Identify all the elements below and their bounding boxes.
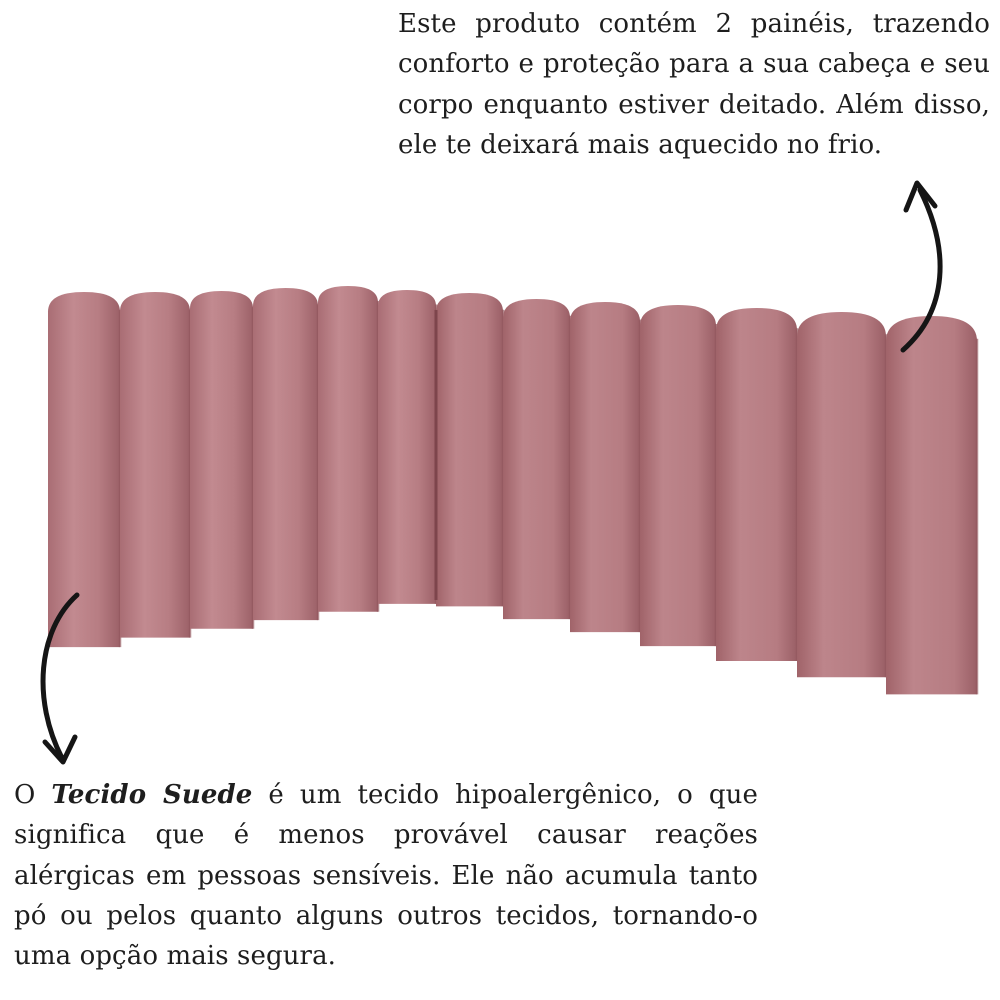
top-description: Este produto contém 2 painéis, trazendo conforto e proteção para a sua cabeça e seu corpo enquanto estiver deitado. Além disso, ele te deixará mais aquecido no frio. bbox=[398, 9, 990, 160]
left-panel-segment bbox=[318, 286, 378, 612]
right-panel-segment bbox=[640, 305, 716, 646]
bottom-description bbox=[14, 775, 758, 976]
left-panel-segment bbox=[253, 288, 318, 620]
bottom-text-prefix: O bbox=[14, 780, 52, 810]
left-panel-segment bbox=[378, 290, 436, 604]
fabric-name: Tecido Suede bbox=[51, 780, 253, 810]
right-panel-segment bbox=[570, 302, 640, 632]
left-panel-segment bbox=[48, 292, 120, 647]
right-panel-segment bbox=[716, 308, 797, 661]
left-panel bbox=[48, 286, 436, 647]
left-panel-segment bbox=[120, 292, 190, 638]
right-panel-segment bbox=[886, 316, 977, 694]
right-panel-segment bbox=[503, 299, 570, 619]
right-panel bbox=[436, 293, 977, 694]
bottom-text-body: é um tecido hipoalergênico, o que significa que é menos provável causar reações alérgicas em pessoas sensíveis. Ele não acumula tanto pó ou pelos quanto alguns outros tecidos, tornando-o uma opção mais segura. bbox=[14, 780, 758, 972]
right-panel-segment bbox=[797, 312, 886, 677]
left-panel-segment bbox=[190, 291, 253, 629]
right-panel-segment bbox=[436, 293, 503, 606]
